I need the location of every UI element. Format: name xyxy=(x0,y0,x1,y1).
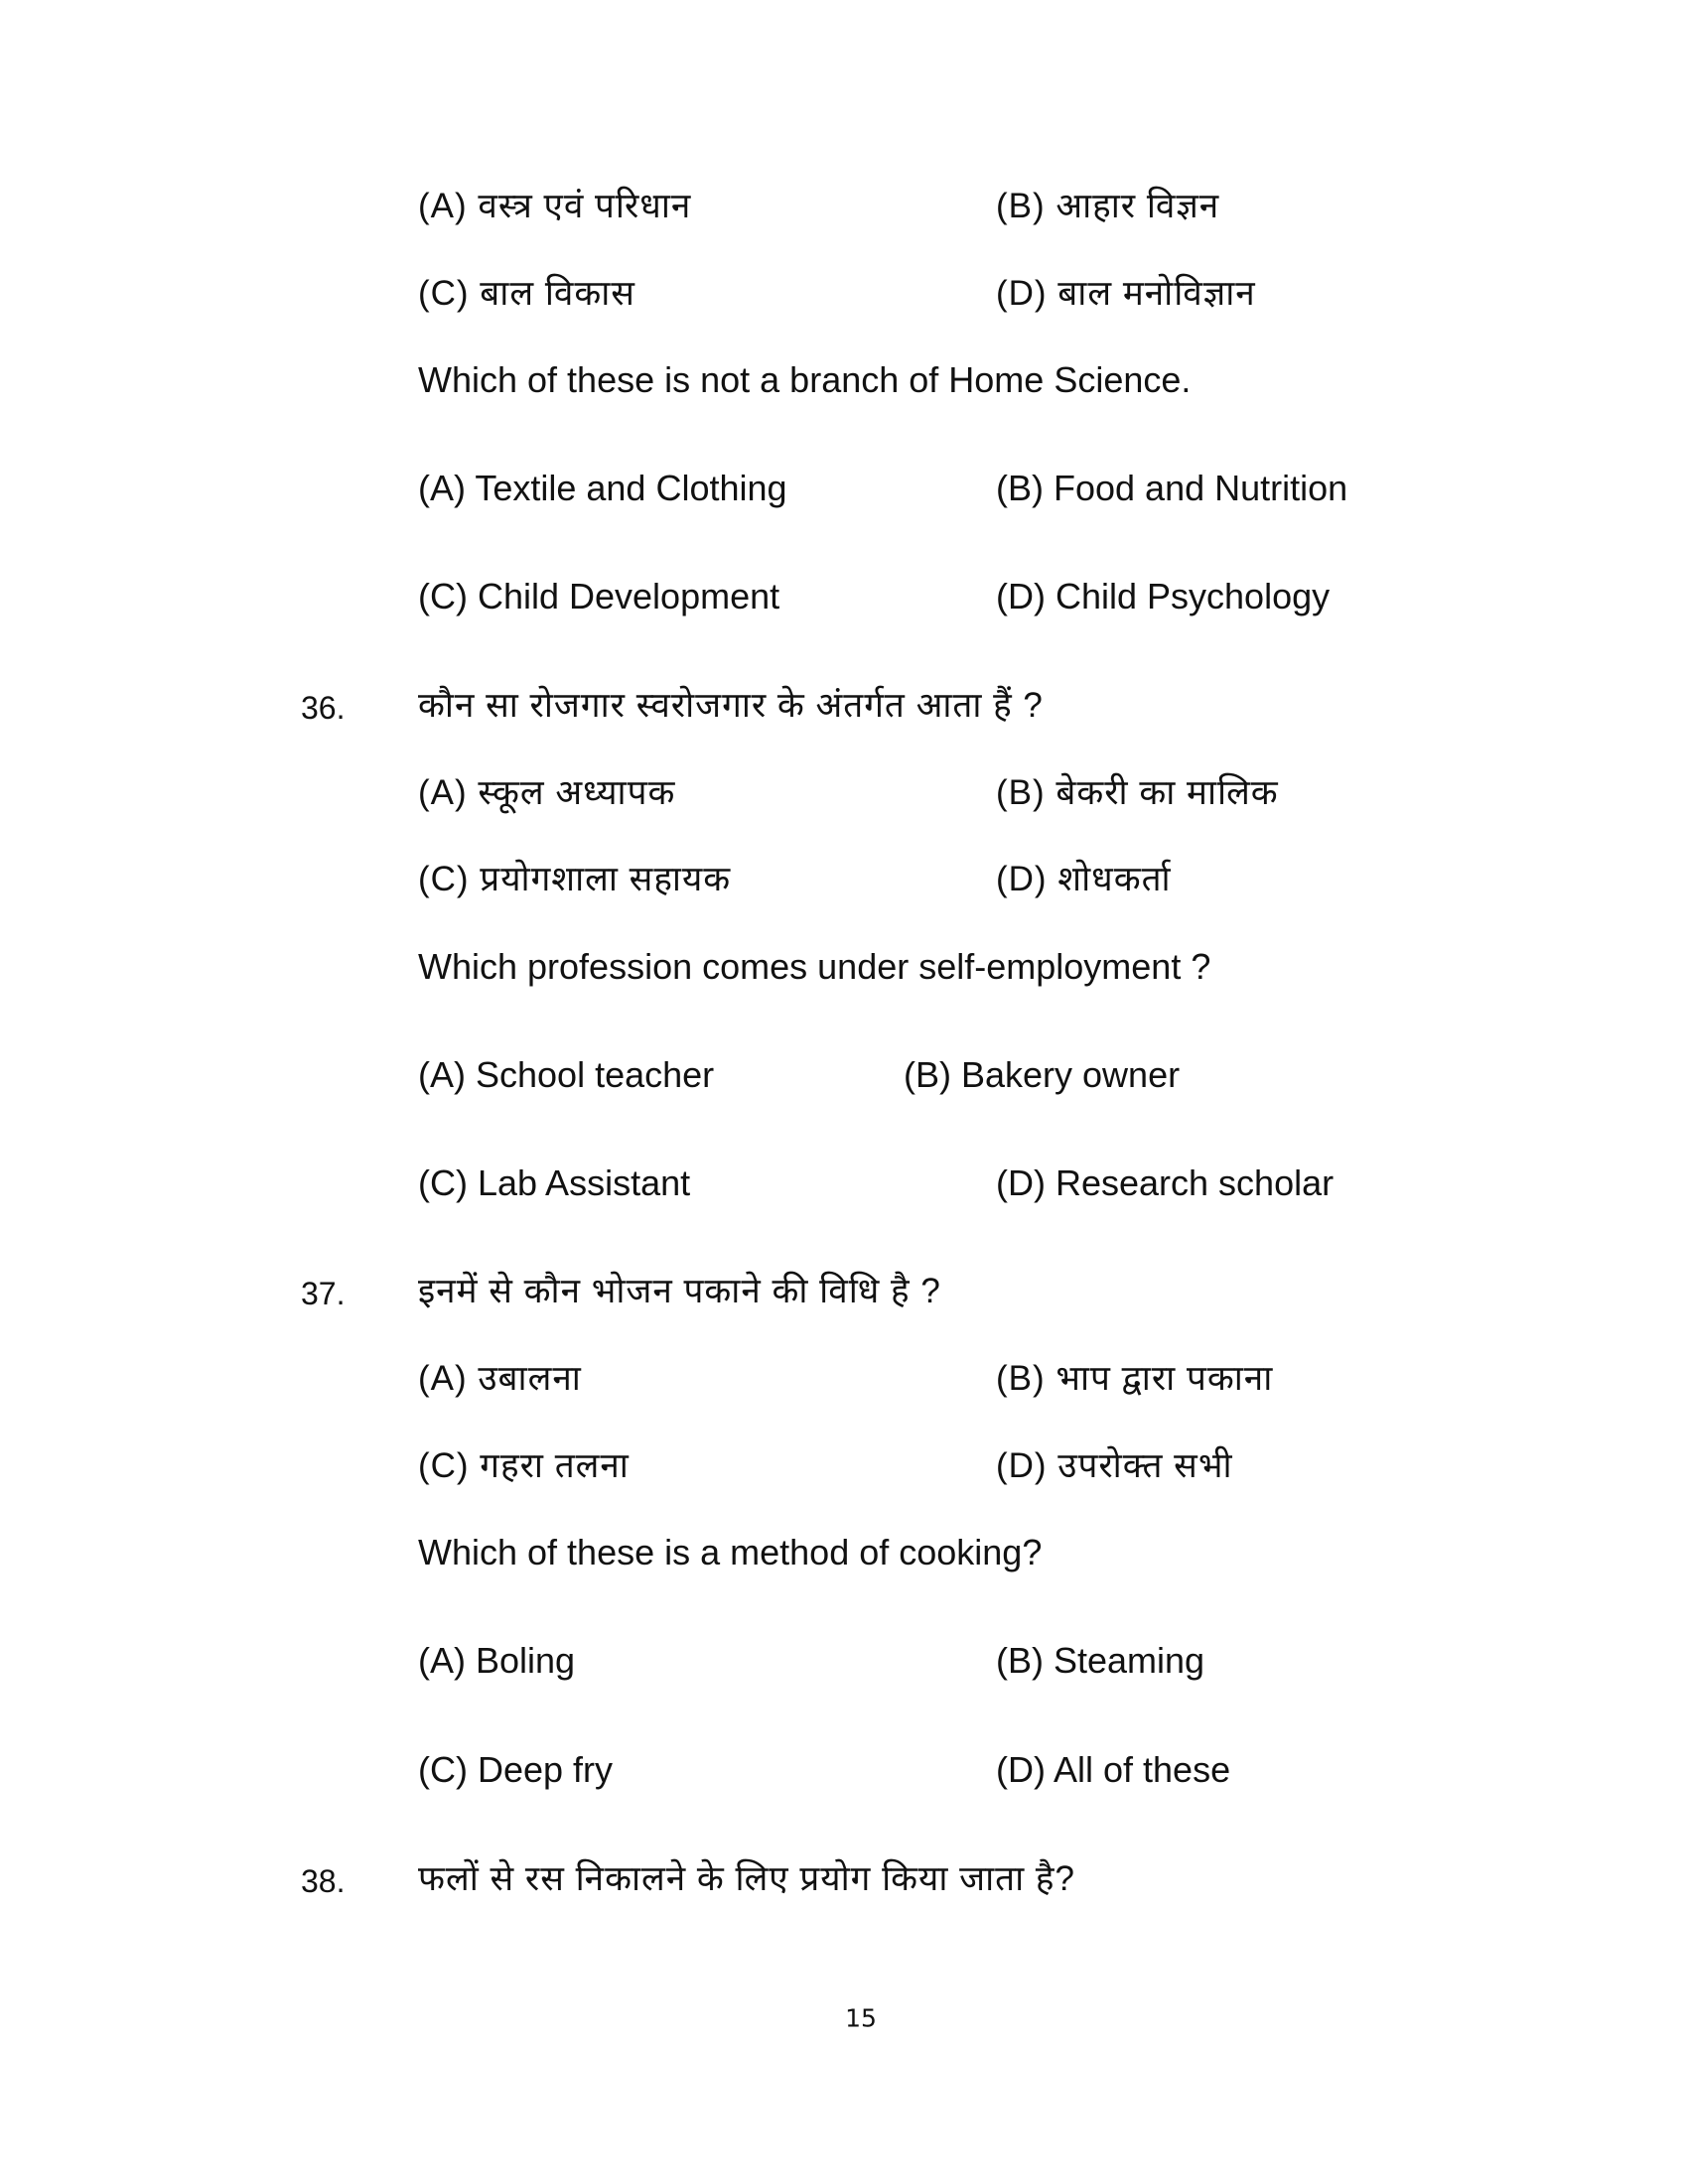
q35-option-b-english: (B) Food and Nutrition xyxy=(996,468,1348,508)
q37-option-b-hindi: (B) भाप द्वारा पकाना xyxy=(996,1359,1274,1398)
q37-option-c-hindi: (C) गहरा तलना xyxy=(418,1446,630,1485)
q35-option-d-hindi: (D) बाल मनोविज्ञान xyxy=(996,274,1256,313)
q36-option-b-hindi: (B) बेकरी का मालिक xyxy=(996,773,1279,812)
q37-question-hindi: इनमें से कौन भोजन पकाने की विधि है ? xyxy=(418,1272,941,1310)
q37-question-english: Which of these is a method of cooking? xyxy=(418,1532,1043,1572)
q36-question-english: Which profession comes under self-employment ? xyxy=(418,946,1211,987)
q36-option-c-english: (C) Lab Assistant xyxy=(418,1162,691,1203)
q35-option-d-english: (D) Child Psychology xyxy=(996,576,1331,616)
q37-option-d-hindi: (D) उपरोक्त सभी xyxy=(996,1446,1233,1485)
q36-option-a-hindi: (A) स्कूल अध्यापक xyxy=(418,773,676,812)
q35-question-english: Which of these is not a branch of Home Science. xyxy=(418,359,1192,400)
q37-option-b-english: (B) Steaming xyxy=(996,1640,1205,1681)
q36-option-a-english: (A) School teacher xyxy=(418,1054,715,1095)
q36-option-b-english: (B) Bakery owner xyxy=(904,1054,1181,1095)
q38-number: 38. xyxy=(301,1863,346,1899)
q36-option-d-english: (D) Research scholar xyxy=(996,1162,1335,1203)
q36-option-c-hindi: (C) प्रयोगशाला सहायक xyxy=(418,860,732,898)
q36-option-d-hindi: (D) शोधकर्ता xyxy=(996,860,1172,898)
q35-option-a-english: (A) Textile and Clothing xyxy=(418,468,787,508)
q35-option-b-hindi: (B) आहार विज्ञन xyxy=(996,187,1220,225)
q37-option-a-hindi: (A) उबालना xyxy=(418,1359,582,1398)
q35-option-c-english: (C) Child Development xyxy=(418,576,780,616)
q35-option-c-hindi: (C) बाल विकास xyxy=(418,274,635,313)
q36-question-hindi: कौन सा रोजगार स्वरोजगार के अंतर्गत आता हैं ? xyxy=(418,686,1044,725)
q35-option-a-hindi: (A) वस्त्र एवं परिधान xyxy=(418,187,692,225)
q37-option-a-english: (A) Boling xyxy=(418,1640,576,1681)
page-number: 15 xyxy=(845,2003,877,2033)
q37-option-d-english: (D) All of these xyxy=(996,1749,1231,1790)
q37-number: 37. xyxy=(301,1276,346,1311)
q38-question-hindi: फलों से रस निकालने के लिए प्रयोग किया जाता है? xyxy=(418,1859,1075,1898)
q36-number: 36. xyxy=(301,690,346,726)
q37-option-c-english: (C) Deep fry xyxy=(418,1749,614,1790)
